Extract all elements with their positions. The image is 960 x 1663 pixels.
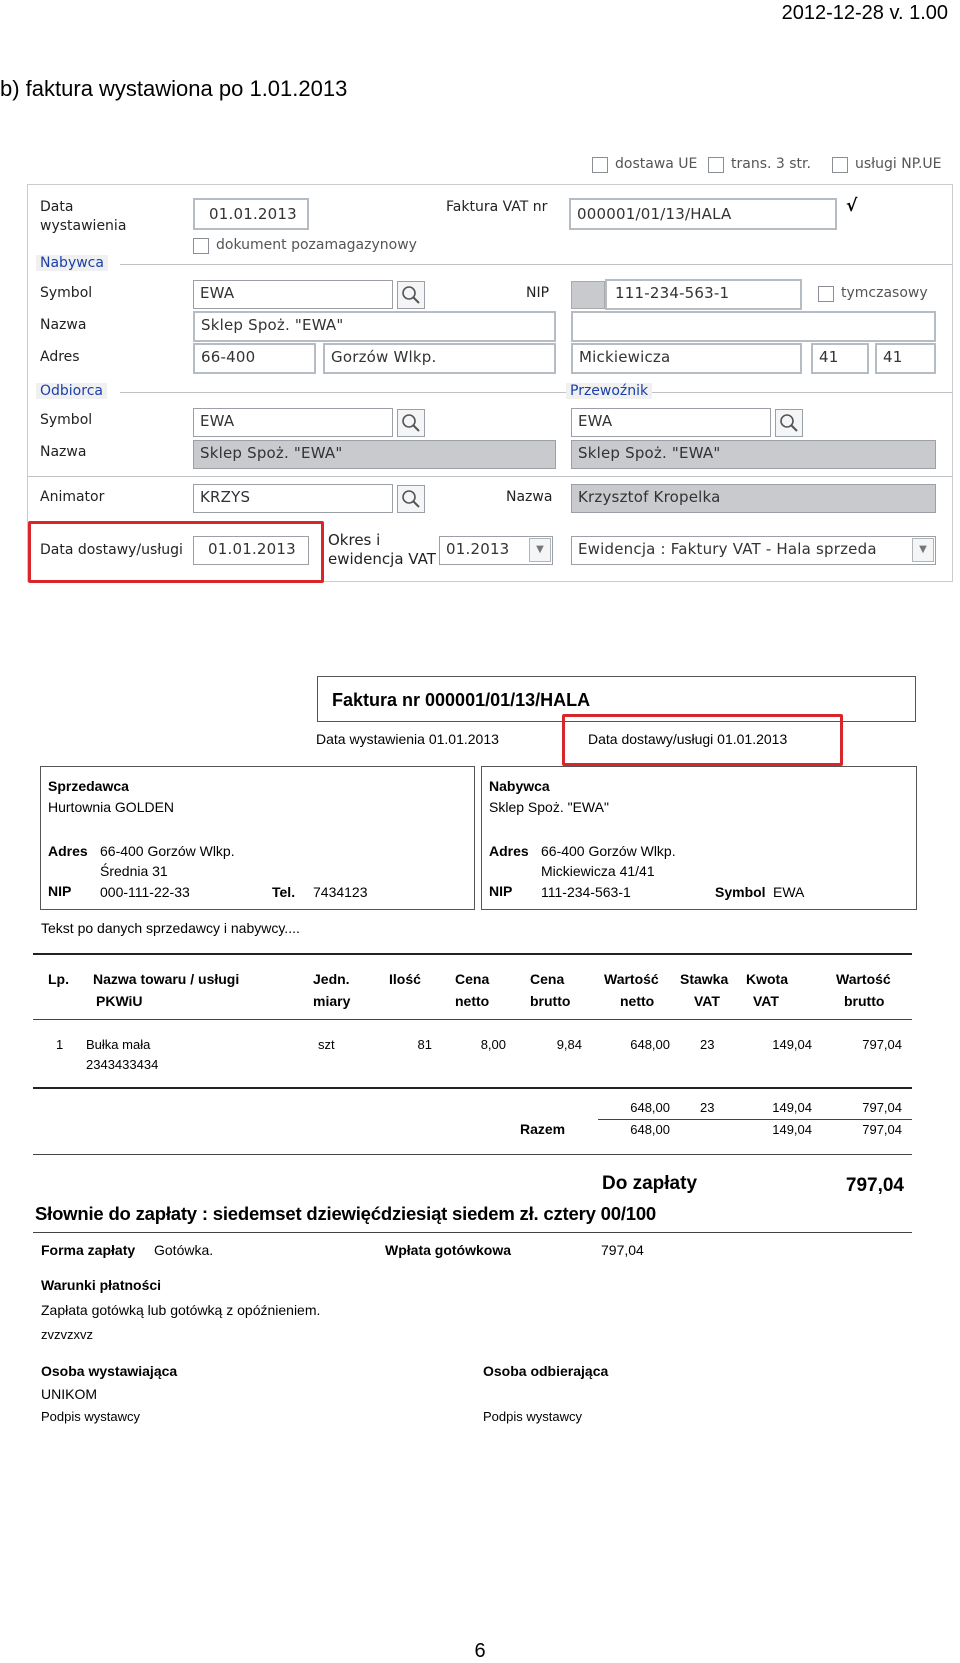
row-cena-netto: 8,00 bbox=[480, 1037, 506, 1052]
col-jedn-2: miary bbox=[313, 993, 351, 1009]
nabywca-nip-label: NIP bbox=[489, 883, 513, 899]
warunki-label: Warunki płatności bbox=[41, 1277, 162, 1293]
do-zaplaty-label: Do zapłaty bbox=[602, 1173, 698, 1194]
summary-bottom-line bbox=[33, 1154, 912, 1155]
col-wartosc-netto-2: netto bbox=[620, 993, 655, 1009]
przewoznik-symbol-input[interactable]: EWA bbox=[571, 408, 771, 437]
nabywca-nip-input[interactable]: 111-234-563-1 bbox=[605, 279, 802, 310]
col-wartosc-brutto-1: Wartość bbox=[836, 971, 891, 987]
uslugi-np-ue-label: usługi NP.UE bbox=[855, 156, 942, 172]
row-pkwiu: 2343433434 bbox=[86, 1057, 159, 1072]
sprzedawca-adres-2: Średnia 31 bbox=[100, 863, 168, 879]
osoba-wystawiajaca-value: UNIKOM bbox=[41, 1386, 97, 1402]
invoice-data-dostawy: Data dostawy/usługi 01.01.2013 bbox=[588, 731, 788, 747]
section-title: b) faktura wystawiona po 1.01.2013 bbox=[0, 76, 348, 101]
trans-3-str-label: trans. 3 str. bbox=[731, 156, 811, 172]
tymczasowy-label: tymczasowy bbox=[841, 285, 928, 301]
col-ilosc: Ilość bbox=[389, 971, 421, 987]
uslugi-np-ue-checkbox[interactable] bbox=[832, 157, 848, 173]
sprzedawca-nip-label: NIP bbox=[48, 883, 72, 899]
tymczasowy-checkbox[interactable] bbox=[818, 286, 834, 302]
odbiorca-symbol-input[interactable]: EWA bbox=[193, 408, 393, 437]
nabywca-search-icon[interactable] bbox=[397, 281, 425, 309]
okres-label-2: ewidencja VAT bbox=[328, 550, 436, 568]
nabywca-miasto-input[interactable]: Gorzów Wlkp. bbox=[323, 343, 556, 374]
animator-nazwa-label: Nazwa bbox=[506, 489, 553, 505]
nabywca-separator bbox=[120, 264, 953, 265]
odbiorca-nazwa-input[interactable]: Sklep Spoż. "EWA" bbox=[193, 440, 556, 469]
data-dostawy-label: Data dostawy/usługi bbox=[40, 542, 183, 558]
animator-label: Animator bbox=[40, 489, 105, 505]
dokument-pozamagazynowy-checkbox[interactable] bbox=[193, 238, 209, 254]
row-ilosc: 81 bbox=[417, 1037, 432, 1052]
table-items-bottom-line bbox=[33, 1087, 912, 1089]
nabywca-nazwa-label: Nazwa bbox=[40, 317, 87, 333]
data-dostawy-input[interactable]: 01.01.2013 bbox=[193, 536, 309, 565]
summary-line bbox=[598, 1119, 912, 1120]
col-cena-netto-2: netto bbox=[455, 993, 490, 1009]
table-header-line bbox=[33, 1019, 912, 1020]
sprzedawca-tel-label: Tel. bbox=[272, 884, 296, 900]
tekst-po-danych: Tekst po danych sprzedawcy i nabywcy.... bbox=[41, 920, 300, 936]
osoba-wystawiajaca-label: Osoba wystawiająca bbox=[41, 1363, 178, 1379]
nabywca-ulica-input[interactable]: Mickiewicza bbox=[571, 343, 802, 374]
col-kwota-2: VAT bbox=[753, 993, 779, 1009]
invoice-title: Faktura nr 000001/01/13/HALA bbox=[332, 690, 591, 710]
wplata-label: Wpłata gotówkowa bbox=[385, 1242, 511, 1258]
nabywca-symbol-label: Symbol bbox=[40, 285, 93, 301]
odbiorca-search-icon[interactable] bbox=[397, 409, 425, 437]
nabywca-adres-2: Mickiewicza 41/41 bbox=[541, 863, 655, 879]
nabywca-adres-1: 66-400 Gorzów Wlkp. bbox=[541, 843, 676, 859]
trans-3-str-checkbox[interactable] bbox=[708, 157, 724, 173]
sprzedawca-adres-label: Adres bbox=[48, 843, 88, 859]
invoice-data-wystawienia: Data wystawienia 01.01.2013 bbox=[316, 731, 499, 747]
row-nazwa: Bułka mała bbox=[86, 1037, 151, 1052]
col-wartosc-netto-1: Wartość bbox=[604, 971, 659, 987]
col-nazwa-2: PKWiU bbox=[96, 993, 143, 1009]
animator-nazwa-input[interactable]: Krzysztof Kropelka bbox=[571, 484, 936, 513]
sprzedawca-adres-1: 66-400 Gorzów Wlkp. bbox=[100, 843, 235, 859]
row-wartosc-brutto: 797,04 bbox=[862, 1037, 902, 1052]
slownie-line bbox=[33, 1232, 912, 1233]
col-cena-brutto-2: brutto bbox=[530, 993, 571, 1009]
nabywca-name: Sklep Spoż. "EWA" bbox=[489, 799, 609, 815]
summary-brutto: 797,04 bbox=[862, 1100, 902, 1115]
page-number: 6 bbox=[474, 1640, 486, 1662]
nabywca-adres-label: Adres bbox=[489, 843, 529, 859]
slownie: Słownie do zapłaty : siedemset dziewięćdziesiąt siedem zł. cztery 00/100 bbox=[35, 1203, 657, 1224]
col-cena-netto-1: Cena bbox=[455, 971, 490, 987]
przewoznik-search-icon[interactable] bbox=[775, 409, 803, 437]
table-top-line bbox=[33, 953, 912, 955]
col-jedn-1: Jedn. bbox=[313, 971, 350, 987]
razem-label: Razem bbox=[520, 1121, 566, 1137]
col-stawka-2: VAT bbox=[694, 993, 720, 1009]
col-kwota-1: Kwota bbox=[746, 971, 788, 987]
nabywca-symbol: EWA bbox=[773, 884, 805, 900]
col-stawka-1: Stawka bbox=[680, 971, 729, 987]
summary-vat: 149,04 bbox=[772, 1100, 812, 1115]
forma-zaplaty-label: Forma zapłaty bbox=[41, 1242, 136, 1258]
sprzedawca-name: Hurtownia GOLDEN bbox=[48, 799, 175, 815]
podpis-wystawcy-1: Podpis wystawcy bbox=[41, 1409, 140, 1424]
podpis-wystawcy-2: Podpis wystawcy bbox=[483, 1409, 582, 1424]
nabywca-nazwa-input[interactable]: Sklep Spoż. "EWA" bbox=[193, 311, 556, 342]
row-kwota-vat: 149,04 bbox=[772, 1037, 812, 1052]
dostawa-ue-checkbox[interactable] bbox=[592, 157, 608, 173]
odbiorca-symbol-label: Symbol bbox=[40, 412, 93, 428]
okres-label-1: Okres i bbox=[328, 531, 381, 549]
row-lp: 1 bbox=[56, 1037, 64, 1052]
okres-select[interactable]: 01.2013 bbox=[439, 536, 553, 565]
nabywca-nazwa2-input[interactable] bbox=[571, 311, 936, 342]
nabywca-adres-label: Adres bbox=[40, 349, 80, 365]
wplata-value: 797,04 bbox=[601, 1242, 644, 1258]
przewoznik-nazwa-input[interactable]: Sklep Spoż. "EWA" bbox=[571, 440, 936, 469]
dokument-pozamagazynowy-label: dokument pozamagazynowy bbox=[216, 237, 417, 253]
osoba-odbierajaca-label: Osoba odbierająca bbox=[483, 1363, 609, 1379]
animator-input[interactable]: KRZYS bbox=[193, 484, 393, 513]
data-wystawienia-input[interactable]: 01.01.2013 bbox=[193, 198, 309, 230]
odbiorca-group-label: Odbiorca bbox=[36, 383, 107, 399]
animator-separator bbox=[27, 476, 953, 477]
razem-brutto: 797,04 bbox=[862, 1122, 902, 1137]
ewidencja-select[interactable]: Ewidencja : Faktury VAT - Hala sprzeda bbox=[571, 536, 936, 565]
przewoznik-group-label: Przewoźnik bbox=[566, 383, 652, 399]
nip-prefix-field[interactable] bbox=[571, 281, 605, 309]
okres-dropdown-icon[interactable]: ▼ bbox=[529, 538, 551, 562]
nabywca-nr-domu-input[interactable]: 41 bbox=[811, 343, 869, 374]
animator-search-icon[interactable] bbox=[397, 485, 425, 513]
forma-zaplaty-value: Gotówka. bbox=[154, 1242, 214, 1258]
warunki-extra: zvzvzxvz bbox=[41, 1327, 93, 1342]
faktura-vat-nr-input[interactable]: 000001/01/13/HALA bbox=[569, 198, 837, 230]
data-wystawienia-label-2: wystawienia bbox=[40, 218, 127, 234]
nabywca-symbol-input[interactable]: EWA bbox=[193, 280, 393, 309]
data-wystawienia-label-1: Data bbox=[40, 199, 74, 215]
nabywca-kod-input[interactable]: 66-400 bbox=[193, 343, 316, 374]
ewidencja-dropdown-icon[interactable]: ▼ bbox=[912, 538, 934, 562]
col-lp: Lp. bbox=[48, 971, 69, 987]
col-cena-brutto-1: Cena bbox=[530, 971, 565, 987]
odbiorca-nazwa-label: Nazwa bbox=[40, 444, 87, 460]
row-stawka: 23 bbox=[700, 1037, 715, 1052]
nabywca-label: Nabywca bbox=[489, 778, 550, 794]
faktura-vat-nr-label: Faktura VAT nr bbox=[446, 199, 548, 215]
nabywca-nr-lokalu-input[interactable]: 41 bbox=[875, 343, 936, 374]
odbiorca-separator bbox=[120, 392, 953, 393]
nabywca-nip: 111-234-563-1 bbox=[541, 884, 631, 900]
row-wartosc-netto: 648,00 bbox=[630, 1037, 670, 1052]
row-cena-brutto: 9,84 bbox=[556, 1037, 582, 1052]
col-wartosc-brutto-2: brutto bbox=[844, 993, 885, 1009]
do-zaplaty-value: 797,04 bbox=[845, 1175, 904, 1196]
sprzedawca-tel: 7434123 bbox=[313, 884, 368, 900]
sprzedawca-label: Sprzedawca bbox=[48, 778, 129, 794]
col-nazwa-1: Nazwa towaru / usługi bbox=[93, 971, 240, 987]
nabywca-nip-label: NIP bbox=[526, 285, 550, 301]
nabywca-symbol-label: Symbol bbox=[715, 884, 766, 900]
dostawa-ue-label: dostawa UE bbox=[615, 156, 698, 172]
razem-vat: 149,04 bbox=[772, 1122, 812, 1137]
page-header-date-version: 2012-12-28 v. 1.00 bbox=[781, 2, 948, 24]
summary-netto: 648,00 bbox=[630, 1100, 670, 1115]
summary-stawka: 23 bbox=[700, 1100, 715, 1115]
check-mark-icon: √ bbox=[846, 196, 858, 216]
razem-netto: 648,00 bbox=[630, 1122, 670, 1137]
warunki-value: Zapłata gotówką lub gotówką z opóźnieniem. bbox=[41, 1302, 321, 1318]
nabywca-group-label: Nabywca bbox=[36, 255, 108, 271]
row-jedn: szt bbox=[318, 1037, 335, 1052]
sprzedawca-nip: 000-111-22-33 bbox=[100, 884, 190, 900]
